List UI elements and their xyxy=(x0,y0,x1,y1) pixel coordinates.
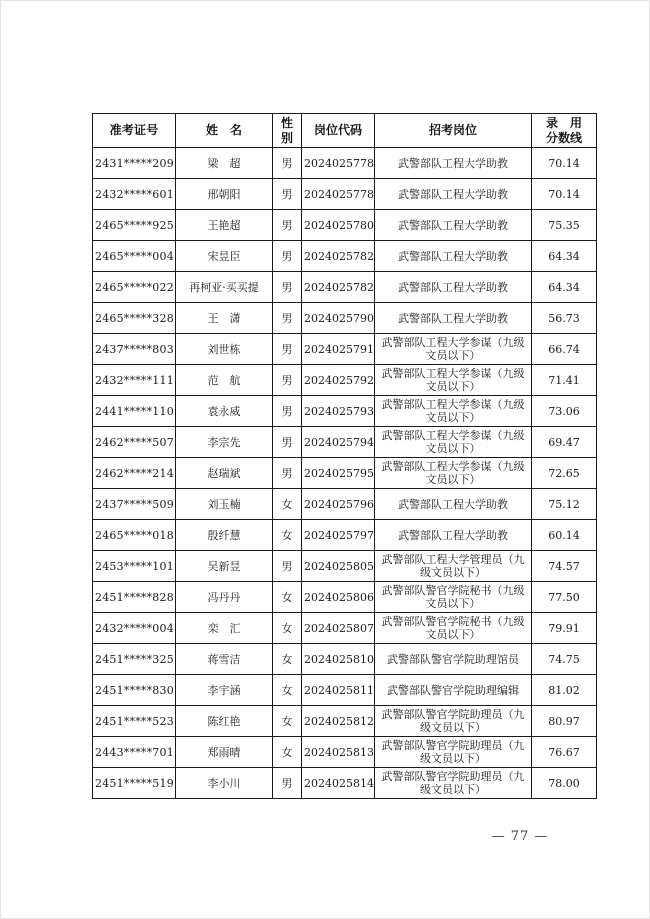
cell-name: 殷纤慧 xyxy=(176,520,273,551)
cell-recruit-position: 武警部队工程大学助教 xyxy=(375,148,532,179)
col-header-gender-line2: 别 xyxy=(280,130,293,145)
cell-position-code: 2024025813 xyxy=(302,737,375,768)
cell-score: 72.65 xyxy=(532,458,597,489)
col-header-recruit-position: 招考岗位 xyxy=(375,114,532,148)
table-row xyxy=(93,148,597,179)
cell-score: 70.14 xyxy=(532,148,597,179)
cell-position-code: 2024025810 xyxy=(302,644,375,675)
cell-recruit-position: 武警部队警官学院秘书（九级文员以下） xyxy=(375,582,532,613)
cell-recruit-position: 武警部队工程大学助教 xyxy=(375,241,532,272)
cell-recruit-position: 武警部队工程大学参谋（九级文员以下） xyxy=(375,334,532,365)
cell-name: 陈红艳 xyxy=(176,706,273,737)
table-row xyxy=(93,675,597,706)
cell-ticket-number: 2465*****004 xyxy=(93,241,176,272)
cell-name: 栾 汇 xyxy=(176,613,273,644)
cell-name: 邢朝阳 xyxy=(176,179,273,210)
cell-ticket-number: 2431*****209 xyxy=(93,148,176,179)
cell-position-code: 2024025791 xyxy=(302,334,375,365)
cell-score: 75.12 xyxy=(532,489,597,520)
table-row xyxy=(93,241,597,272)
cell-ticket-number: 2451*****519 xyxy=(93,768,176,799)
cell-recruit-position: 武警部队工程大学助教 xyxy=(375,489,532,520)
cell-position-code: 2024025778 xyxy=(302,148,375,179)
cell-position-code: 2024025795 xyxy=(302,458,375,489)
admission-score-table xyxy=(92,113,597,799)
table-row xyxy=(93,706,597,737)
col-header-position-code: 岗位代码 xyxy=(302,114,375,148)
table-row xyxy=(93,737,597,768)
cell-score: 69.47 xyxy=(532,427,597,458)
cell-name: 刘玉楠 xyxy=(176,489,273,520)
col-header-score-line2: 分数线 xyxy=(545,130,582,145)
cell-position-code: 2024025811 xyxy=(302,675,375,706)
table-row xyxy=(93,613,597,644)
cell-ticket-number: 2465*****925 xyxy=(93,210,176,241)
cell-ticket-number: 2432*****601 xyxy=(93,179,176,210)
cell-recruit-position: 武警部队警官学院助理编辑 xyxy=(375,675,532,706)
cell-name: 郑雨晴 xyxy=(176,737,273,768)
table-row xyxy=(93,458,597,489)
cell-name: 李小川 xyxy=(176,768,273,799)
cell-position-code: 2024025794 xyxy=(302,427,375,458)
cell-gender: 男 xyxy=(273,427,302,458)
cell-position-code: 2024025793 xyxy=(302,396,375,427)
cell-score: 76.67 xyxy=(532,737,597,768)
cell-position-code: 2024025805 xyxy=(302,551,375,582)
cell-recruit-position: 武警部队警官学院助理员（九级文员以下） xyxy=(375,737,532,768)
cell-name: 宋昱臣 xyxy=(176,241,273,272)
table-row xyxy=(93,396,597,427)
cell-score: 78.00 xyxy=(532,768,597,799)
cell-gender: 男 xyxy=(273,365,302,396)
cell-score: 81.02 xyxy=(532,675,597,706)
cell-ticket-number: 2465*****022 xyxy=(93,272,176,303)
cell-recruit-position: 武警部队工程大学参谋（九级文员以下） xyxy=(375,458,532,489)
cell-ticket-number: 2465*****328 xyxy=(93,303,176,334)
table-row xyxy=(93,644,597,675)
cell-gender: 女 xyxy=(273,613,302,644)
cell-ticket-number: 2462*****214 xyxy=(93,458,176,489)
cell-gender: 男 xyxy=(273,303,302,334)
cell-name: 赵瑞斌 xyxy=(176,458,273,489)
cell-name: 李宇涵 xyxy=(176,675,273,706)
cell-score: 77.50 xyxy=(532,582,597,613)
table-row xyxy=(93,334,597,365)
table-row xyxy=(93,179,597,210)
cell-recruit-position: 武警部队工程大学参谋（九级文员以下） xyxy=(375,427,532,458)
cell-score: 64.34 xyxy=(532,241,597,272)
cell-name: 再柯亚·买买提 xyxy=(176,272,273,303)
cell-score: 66.74 xyxy=(532,334,597,365)
table-row xyxy=(93,427,597,458)
cell-recruit-position: 武警部队警官学院助理馆员 xyxy=(375,644,532,675)
cell-recruit-position: 武警部队工程大学管理员（九级文员以下） xyxy=(375,551,532,582)
cell-recruit-position: 武警部队工程大学参谋（九级文员以下） xyxy=(375,396,532,427)
table-row xyxy=(93,303,597,334)
cell-recruit-position: 武警部队警官学院秘书（九级文员以下） xyxy=(375,613,532,644)
header-row xyxy=(93,114,597,148)
cell-score: 79.91 xyxy=(532,613,597,644)
cell-ticket-number: 2441*****110 xyxy=(93,396,176,427)
cell-gender: 男 xyxy=(273,241,302,272)
cell-gender: 女 xyxy=(273,582,302,613)
cell-name: 蒋雪洁 xyxy=(176,644,273,675)
cell-ticket-number: 2453*****101 xyxy=(93,551,176,582)
cell-score: 64.34 xyxy=(532,272,597,303)
cell-gender: 男 xyxy=(273,458,302,489)
table-row xyxy=(93,768,597,799)
cell-ticket-number: 2462*****507 xyxy=(93,427,176,458)
cell-recruit-position: 武警部队工程大学助教 xyxy=(375,210,532,241)
col-header-gender xyxy=(273,114,302,148)
cell-position-code: 2024025797 xyxy=(302,520,375,551)
cell-recruit-position: 武警部队警官学院助理员（九级文员以下） xyxy=(375,768,532,799)
cell-position-code: 2024025807 xyxy=(302,613,375,644)
table-row xyxy=(93,365,597,396)
table-row xyxy=(93,582,597,613)
cell-score: 74.57 xyxy=(532,551,597,582)
cell-position-code: 2024025780 xyxy=(302,210,375,241)
cell-gender: 男 xyxy=(273,148,302,179)
cell-ticket-number: 2465*****018 xyxy=(93,520,176,551)
cell-gender: 女 xyxy=(273,737,302,768)
table-row xyxy=(93,489,597,520)
table-header xyxy=(93,114,597,148)
cell-position-code: 2024025796 xyxy=(302,489,375,520)
cell-ticket-number: 2451*****828 xyxy=(93,582,176,613)
cell-name: 袁永威 xyxy=(176,396,273,427)
cell-gender: 女 xyxy=(273,675,302,706)
cell-gender: 男 xyxy=(273,272,302,303)
cell-position-code: 2024025806 xyxy=(302,582,375,613)
cell-ticket-number: 2437*****803 xyxy=(93,334,176,365)
cell-gender: 女 xyxy=(273,489,302,520)
cell-gender: 男 xyxy=(273,334,302,365)
table-row xyxy=(93,272,597,303)
cell-position-code: 2024025790 xyxy=(302,303,375,334)
cell-ticket-number: 2443*****701 xyxy=(93,737,176,768)
col-header-ticket-number: 准考证号 xyxy=(93,114,176,148)
cell-position-code: 2024025778 xyxy=(302,179,375,210)
cell-name: 梁 超 xyxy=(176,148,273,179)
cell-ticket-number: 2451*****325 xyxy=(93,644,176,675)
cell-position-code: 2024025792 xyxy=(302,365,375,396)
cell-ticket-number: 2437*****509 xyxy=(93,489,176,520)
table-row xyxy=(93,551,597,582)
cell-name: 李宗先 xyxy=(176,427,273,458)
table-row xyxy=(93,520,597,551)
cell-ticket-number: 2432*****004 xyxy=(93,613,176,644)
cell-score: 56.73 xyxy=(532,303,597,334)
col-header-score-line xyxy=(532,114,597,148)
col-header-gender-line1: 性 xyxy=(280,115,293,130)
col-header-score-line1: 录 用 xyxy=(545,115,582,130)
cell-name: 冯丹丹 xyxy=(176,582,273,613)
results-table-body xyxy=(93,148,597,799)
cell-name: 王 潇 xyxy=(176,303,273,334)
cell-score: 75.35 xyxy=(532,210,597,241)
cell-gender: 女 xyxy=(273,706,302,737)
cell-ticket-number: 2451*****523 xyxy=(93,706,176,737)
cell-score: 60.14 xyxy=(532,520,597,551)
cell-gender: 男 xyxy=(273,768,302,799)
cell-recruit-position: 武警部队工程大学助教 xyxy=(375,303,532,334)
cell-ticket-number: 2432*****111 xyxy=(93,365,176,396)
cell-gender: 男 xyxy=(273,551,302,582)
cell-name: 刘世栋 xyxy=(176,334,273,365)
cell-recruit-position: 武警部队工程大学助教 xyxy=(375,520,532,551)
cell-score: 70.14 xyxy=(532,179,597,210)
col-header-name: 姓 名 xyxy=(176,114,273,148)
cell-recruit-position: 武警部队工程大学助教 xyxy=(375,272,532,303)
cell-recruit-position: 武警部队工程大学参谋（九级文员以下） xyxy=(375,365,532,396)
table-row xyxy=(93,210,597,241)
cell-name: 吴新昱 xyxy=(176,551,273,582)
cell-position-code: 2024025812 xyxy=(302,706,375,737)
cell-ticket-number: 2451*****830 xyxy=(93,675,176,706)
cell-name: 王艳超 xyxy=(176,210,273,241)
cell-score: 71.41 xyxy=(532,365,597,396)
cell-position-code: 2024025814 xyxy=(302,768,375,799)
cell-position-code: 2024025782 xyxy=(302,241,375,272)
cell-gender: 女 xyxy=(273,520,302,551)
cell-score: 74.75 xyxy=(532,644,597,675)
cell-gender: 男 xyxy=(273,179,302,210)
cell-gender: 男 xyxy=(273,396,302,427)
cell-position-code: 2024025782 xyxy=(302,272,375,303)
cell-name: 范 航 xyxy=(176,365,273,396)
page-number: — 77 — xyxy=(491,829,549,844)
cell-score: 80.97 xyxy=(532,706,597,737)
cell-gender: 男 xyxy=(273,210,302,241)
cell-recruit-position: 武警部队工程大学助教 xyxy=(375,179,532,210)
cell-score: 73.06 xyxy=(532,396,597,427)
cell-recruit-position: 武警部队警官学院助理员（九级文员以下） xyxy=(375,706,532,737)
cell-gender: 女 xyxy=(273,644,302,675)
